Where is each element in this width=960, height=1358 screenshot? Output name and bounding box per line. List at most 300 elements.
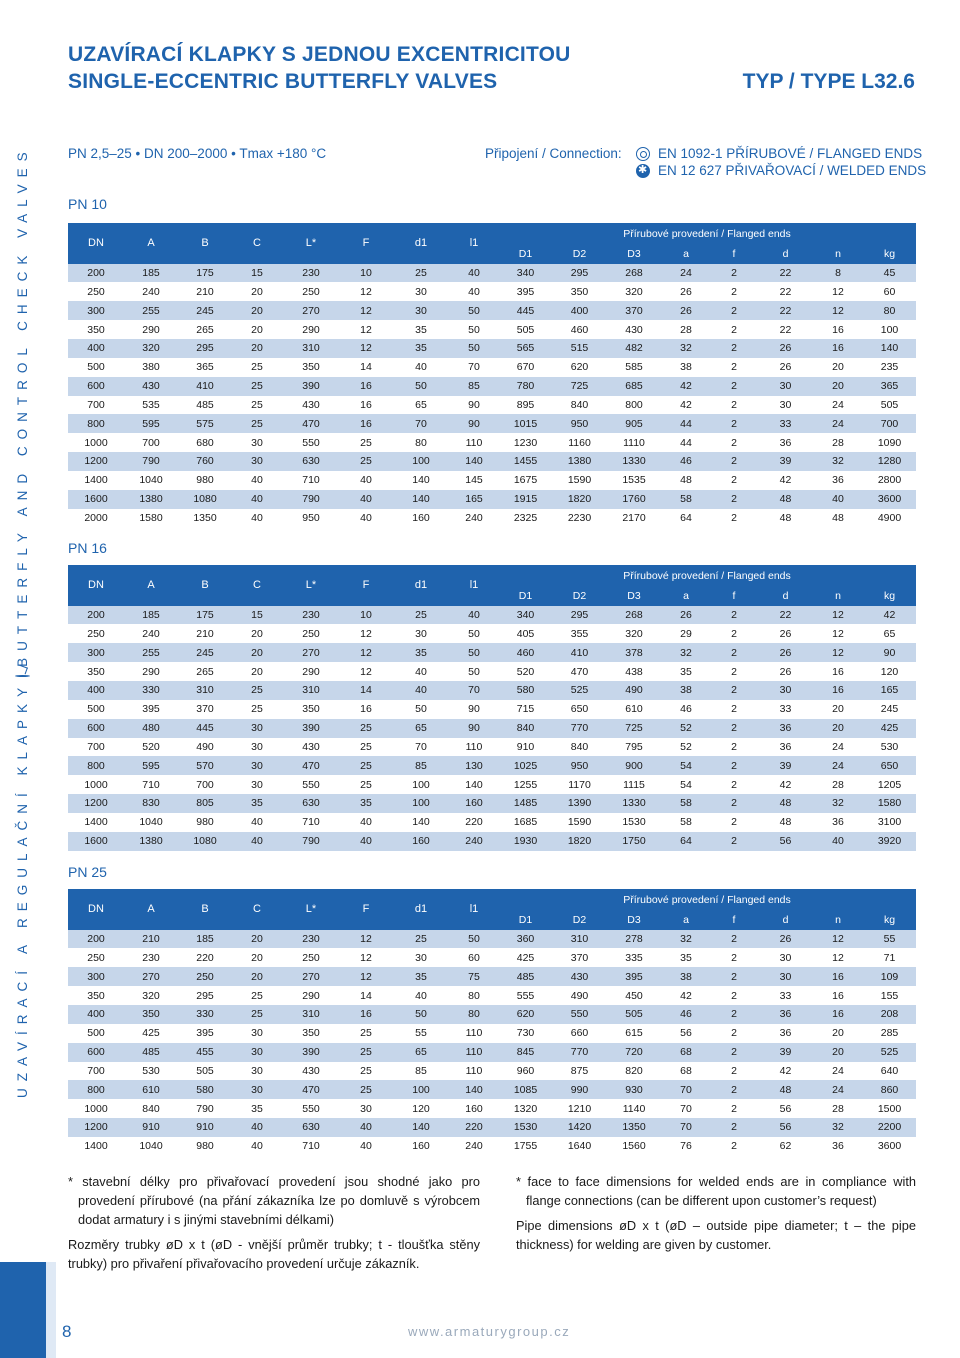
col-header-flanged-7: kg: [863, 587, 916, 606]
table-cell: 1400: [68, 1137, 124, 1156]
table-cell: 60: [863, 282, 916, 301]
table-cell: 1400: [68, 471, 124, 490]
table-cell: 1330: [606, 794, 662, 813]
table-cell: 38: [662, 681, 710, 700]
table-cell: 1200: [68, 1118, 124, 1137]
table-cell: 12: [340, 967, 392, 986]
table-cell: 14: [340, 986, 392, 1005]
table-cell: 210: [178, 282, 232, 301]
table-row: [68, 967, 916, 986]
table-cell: 1255: [498, 775, 553, 794]
table-cell: 25: [232, 986, 282, 1005]
table-cell: 575: [178, 414, 232, 433]
table-cell: 20: [232, 320, 282, 339]
table-cell: 160: [392, 509, 450, 528]
table-row: [68, 264, 916, 283]
table-cell: 490: [553, 986, 606, 1005]
pn10-label: PN 10: [68, 196, 107, 212]
table-cell: 15: [232, 264, 282, 283]
table-cell: 910: [124, 1118, 178, 1137]
table-cell: 250: [178, 967, 232, 986]
table-cell: 109: [863, 967, 916, 986]
table-cell: 160: [392, 832, 450, 851]
table-cell: 950: [553, 414, 606, 433]
table-cell: 50: [392, 1005, 450, 1024]
table-cell: 2: [710, 738, 758, 757]
table-cell: 795: [606, 738, 662, 757]
connection-label: Připojení / Connection:: [485, 146, 622, 161]
table-cell: 68: [662, 1043, 710, 1062]
table-cell: 550: [282, 433, 340, 452]
table-cell: 25: [340, 756, 392, 775]
table-cell: 22: [758, 606, 813, 625]
table-cell: 25: [340, 738, 392, 757]
table-cell: 2: [710, 700, 758, 719]
website-link[interactable]: www.armaturygroup.cz: [408, 1324, 571, 1339]
table-cell: 710: [282, 471, 340, 490]
table-cell: 40: [232, 471, 282, 490]
table-cell: 425: [498, 948, 553, 967]
col-header-d1: d1: [392, 223, 450, 264]
table-cell: 70: [662, 1118, 710, 1137]
type-label: TYP / TYPE L32.6: [742, 70, 915, 93]
table-cell: 2200: [863, 1118, 916, 1137]
table-cell: 76: [662, 1137, 710, 1156]
table-cell: 90: [450, 396, 498, 415]
table-cell: 2000: [68, 509, 124, 528]
table-cell: 980: [178, 1137, 232, 1156]
table-cell: 25: [232, 396, 282, 415]
col-header-f: F: [340, 889, 392, 930]
table-cell: 25: [340, 775, 392, 794]
table-cell: 720: [606, 1043, 662, 1062]
table-cell: 255: [124, 643, 178, 662]
table-cell: 26: [758, 643, 813, 662]
table-cell: 340: [498, 606, 553, 625]
table-cell: 410: [178, 377, 232, 396]
table-cell: 220: [178, 948, 232, 967]
table-cell: 840: [553, 396, 606, 415]
table-cell: 2: [710, 794, 758, 813]
table-cell: 40: [340, 813, 392, 832]
table-cell: 58: [662, 813, 710, 832]
table-cell: 2: [710, 1080, 758, 1099]
col-header-dn: DN: [68, 565, 124, 606]
table-cell: 2: [710, 1118, 758, 1137]
table-cell: 480: [124, 719, 178, 738]
table-cell: 1580: [124, 509, 178, 528]
table-cell: 980: [178, 813, 232, 832]
table-cell: 482: [606, 339, 662, 358]
table-row: [68, 1118, 916, 1137]
table-cell: 700: [124, 433, 178, 452]
table-cell: 39: [758, 1043, 813, 1062]
table-cell: 1205: [863, 775, 916, 794]
table-cell: 760: [178, 452, 232, 471]
table-cell: 790: [282, 490, 340, 509]
table-cell: 240: [450, 509, 498, 528]
table-cell: 1080: [178, 832, 232, 851]
table-cell: 725: [553, 377, 606, 396]
table-cell: 700: [68, 738, 124, 757]
table-cell: 1455: [498, 452, 553, 471]
table-cell: 600: [68, 377, 124, 396]
table-cell: 2: [710, 1062, 758, 1081]
table-cell: 36: [758, 433, 813, 452]
table-cell: 430: [282, 738, 340, 757]
col-header-flanged-6: n: [813, 245, 863, 264]
table-cell: 12: [340, 662, 392, 681]
table-cell: 405: [498, 624, 553, 643]
table-cell: 278: [606, 930, 662, 949]
table-cell: 430: [606, 320, 662, 339]
table-cell: 185: [124, 606, 178, 625]
table-cell: 25: [340, 1062, 392, 1081]
table-cell: 310: [282, 681, 340, 700]
table-cell: 65: [392, 396, 450, 415]
table-cell: 330: [124, 681, 178, 700]
table-cell: 12: [340, 624, 392, 643]
col-header-flanged-group: Přírubové provedení / Flanged ends: [498, 223, 916, 245]
table-cell: 26: [758, 930, 813, 949]
table-cell: 20: [813, 377, 863, 396]
table-cell: 48: [758, 813, 813, 832]
table-cell: 35: [340, 794, 392, 813]
table-cell: 580: [178, 1080, 232, 1099]
table-cell: 20: [232, 643, 282, 662]
table-cell: 26: [758, 339, 813, 358]
table-cell: 14: [340, 358, 392, 377]
col-header-flanged-7: kg: [863, 911, 916, 930]
col-header-dn: DN: [68, 223, 124, 264]
table-cell: 20: [232, 301, 282, 320]
table-cell: 620: [498, 1005, 553, 1024]
table-cell: 38: [662, 967, 710, 986]
table-row: [68, 643, 916, 662]
table-cell: 1530: [606, 813, 662, 832]
table-cell: 350: [282, 1024, 340, 1043]
table-cell: 16: [340, 377, 392, 396]
table-cell: 16: [813, 320, 863, 339]
col-header-flanged-0: D1: [498, 587, 553, 606]
table-cell: 50: [450, 643, 498, 662]
col-header-d1: d1: [392, 889, 450, 930]
table-cell: 840: [498, 719, 553, 738]
table-cell: 710: [282, 813, 340, 832]
table-cell: 22: [758, 320, 813, 339]
table-cell: 230: [282, 264, 340, 283]
table-cell: 2: [710, 948, 758, 967]
table-cell: 500: [68, 700, 124, 719]
table-cell: 70: [662, 1099, 710, 1118]
table-cell: 30: [758, 967, 813, 986]
table-cell: 680: [178, 433, 232, 452]
table-cell: 620: [553, 358, 606, 377]
table-cell: 56: [662, 1024, 710, 1043]
table-cell: 930: [606, 1080, 662, 1099]
table-cell: 16: [340, 414, 392, 433]
table-cell: 2: [710, 606, 758, 625]
table-cell: 22: [758, 264, 813, 283]
table-cell: 520: [498, 662, 553, 681]
table-cell: 20: [232, 339, 282, 358]
table-cell: 1330: [606, 452, 662, 471]
table-cell: 48: [758, 1080, 813, 1099]
table-cell: 85: [392, 1062, 450, 1081]
table-cell: 160: [392, 1137, 450, 1156]
table-cell: 2: [710, 1099, 758, 1118]
table-cell: 100: [392, 1080, 450, 1099]
table-cell: 140: [392, 490, 450, 509]
table-cell: 20: [813, 1024, 863, 1043]
table-cell: 24: [662, 264, 710, 283]
table-cell: 30: [758, 681, 813, 700]
table-cell: 30: [232, 433, 282, 452]
col-header-flanged-3: a: [662, 587, 710, 606]
table-cell: 12: [340, 282, 392, 301]
table-cell: 230: [282, 930, 340, 949]
table-cell: 25: [232, 377, 282, 396]
table-cell: 320: [606, 624, 662, 643]
table-cell: 2: [710, 433, 758, 452]
table-cell: 40: [450, 264, 498, 283]
table-cell: 50: [450, 624, 498, 643]
table-cell: 715: [498, 700, 553, 719]
table-row: [68, 681, 916, 700]
table-cell: 980: [178, 471, 232, 490]
table-cell: 895: [498, 396, 553, 415]
col-header-f: F: [340, 565, 392, 606]
table-cell: 4900: [863, 509, 916, 528]
table-cell: 1200: [68, 794, 124, 813]
table-cell: 700: [68, 1062, 124, 1081]
table-cell: 905: [606, 414, 662, 433]
table-row: [68, 320, 916, 339]
table-cell: 1000: [68, 1099, 124, 1118]
table-cell: 40: [232, 490, 282, 509]
table-cell: 25: [340, 452, 392, 471]
col-header-l1: l1: [450, 565, 498, 606]
table-cell: 28: [813, 1099, 863, 1118]
table-cell: 400: [68, 339, 124, 358]
pn10-table: [68, 223, 916, 527]
table-cell: 300: [68, 301, 124, 320]
col-header-c: C: [232, 223, 282, 264]
table-cell: 1580: [863, 794, 916, 813]
table-cell: 48: [758, 490, 813, 509]
table-cell: 35: [662, 948, 710, 967]
table-cell: 268: [606, 606, 662, 625]
table-cell: 80: [450, 986, 498, 1005]
table-cell: 265: [178, 320, 232, 339]
table-row: [68, 606, 916, 625]
table-cell: 3100: [863, 813, 916, 832]
table-cell: 670: [498, 358, 553, 377]
table-cell: 268: [606, 264, 662, 283]
table-cell: 485: [498, 967, 553, 986]
table-cell: 3600: [863, 490, 916, 509]
table-cell: 1530: [498, 1118, 553, 1137]
col-header-c: C: [232, 889, 282, 930]
table-cell: 110: [450, 433, 498, 452]
connection-flanged-text: EN 1092-1 PŘÍRUBOVÉ / FLANGED ENDS: [658, 146, 923, 161]
table-cell: 800: [68, 1080, 124, 1099]
table-cell: 42: [863, 606, 916, 625]
table-cell: 25: [340, 1043, 392, 1062]
table-cell: 80: [392, 433, 450, 452]
table-cell: 270: [282, 967, 340, 986]
table-cell: 26: [758, 358, 813, 377]
table-cell: 80: [450, 1005, 498, 1024]
table-cell: 425: [124, 1024, 178, 1043]
table-cell: 26: [662, 301, 710, 320]
table-cell: 16: [813, 986, 863, 1005]
table-cell: 1915: [498, 490, 553, 509]
table-cell: 285: [863, 1024, 916, 1043]
table-cell: 48: [758, 509, 813, 528]
table-cell: 35: [662, 662, 710, 681]
col-header-f: F: [340, 223, 392, 264]
table-cell: 1200: [68, 452, 124, 471]
table-cell: 1280: [863, 452, 916, 471]
table-cell: 40: [392, 662, 450, 681]
table-cell: 2: [710, 662, 758, 681]
table-cell: 32: [662, 643, 710, 662]
table-cell: 140: [450, 775, 498, 794]
table-row: [68, 700, 916, 719]
table-cell: 40: [392, 986, 450, 1005]
table-cell: 1420: [553, 1118, 606, 1137]
table-cell: 290: [282, 986, 340, 1005]
table-cell: 1320: [498, 1099, 553, 1118]
table-cell: 25: [340, 433, 392, 452]
table-cell: 175: [178, 606, 232, 625]
table-cell: 800: [68, 756, 124, 775]
table-cell: 790: [178, 1099, 232, 1118]
table-cell: 270: [282, 301, 340, 320]
col-header-flanged-group: Přírubové provedení / Flanged ends: [498, 889, 916, 911]
table-cell: 22: [758, 301, 813, 320]
col-header-flanged-0: D1: [498, 245, 553, 264]
sidebar-text-right: BUTTERFLY AND CONTROL CHECK VALVES: [14, 145, 30, 667]
table-cell: 3920: [863, 832, 916, 851]
table-cell: 12: [813, 948, 863, 967]
table-cell: 20: [232, 967, 282, 986]
col-header-a: A: [124, 223, 178, 264]
table-cell: 36: [813, 471, 863, 490]
table-cell: 33: [758, 986, 813, 1005]
table-cell: 48: [662, 471, 710, 490]
table-cell: 70: [392, 738, 450, 757]
table-cell: 650: [863, 756, 916, 775]
table-cell: 40: [232, 832, 282, 851]
table-cell: 90: [863, 643, 916, 662]
table-cell: 730: [498, 1024, 553, 1043]
col-header-flanged-2: D3: [606, 245, 662, 264]
table-cell: 35: [392, 320, 450, 339]
table-cell: 16: [340, 700, 392, 719]
table-cell: 910: [498, 738, 553, 757]
table-cell: 2: [710, 775, 758, 794]
table-cell: 2325: [498, 509, 553, 528]
sidebar-accent-light: [46, 1262, 56, 1358]
table-cell: 370: [553, 948, 606, 967]
table-cell: 1600: [68, 832, 124, 851]
table-cell: 770: [553, 719, 606, 738]
table-cell: 90: [450, 719, 498, 738]
table-cell: 1015: [498, 414, 553, 433]
table-cell: 585: [606, 358, 662, 377]
table-cell: 12: [813, 624, 863, 643]
table-cell: 240: [450, 1137, 498, 1156]
table-cell: 22: [758, 282, 813, 301]
table-row: [68, 433, 916, 452]
table-cell: 30: [758, 396, 813, 415]
table-cell: 175: [178, 264, 232, 283]
table-cell: 40: [340, 490, 392, 509]
table-cell: 58: [662, 490, 710, 509]
table-cell: 185: [178, 930, 232, 949]
table-cell: 355: [553, 624, 606, 643]
table-cell: 40: [450, 606, 498, 625]
title-cz: UZAVÍRACÍ KLAPKY S JEDNOU EXCENTRICITOU: [68, 43, 571, 66]
table-cell: 790: [282, 832, 340, 851]
table-cell: 1210: [553, 1099, 606, 1118]
table-cell: 25: [392, 264, 450, 283]
table-cell: 25: [232, 1005, 282, 1024]
table-cell: 35: [392, 967, 450, 986]
table-cell: 1080: [178, 490, 232, 509]
table-row: [68, 662, 916, 681]
table-cell: 85: [450, 377, 498, 396]
table-cell: 390: [282, 719, 340, 738]
table-cell: 295: [553, 264, 606, 283]
table-cell: 100: [863, 320, 916, 339]
table-cell: 100: [392, 775, 450, 794]
table-cell: 245: [178, 643, 232, 662]
table-cell: 300: [68, 643, 124, 662]
table-row: [68, 377, 916, 396]
col-header-flanged-0: D1: [498, 911, 553, 930]
table-cell: 2: [710, 624, 758, 643]
col-header-flanged-4: f: [710, 245, 758, 264]
table-row: [68, 1080, 916, 1099]
table-cell: 295: [178, 986, 232, 1005]
sidebar-accent-block: [0, 1262, 46, 1358]
table-cell: 2230: [553, 509, 606, 528]
table-cell: 26: [758, 662, 813, 681]
table-cell: 35: [232, 794, 282, 813]
table-cell: 50: [450, 662, 498, 681]
table-cell: 255: [124, 301, 178, 320]
table-row: [68, 509, 916, 528]
col-header-flanged-1: D2: [553, 911, 606, 930]
table-cell: 30: [392, 282, 450, 301]
table-cell: 615: [606, 1024, 662, 1043]
table-row: [68, 794, 916, 813]
table-cell: 910: [178, 1118, 232, 1137]
col-header-flanged-group: Přírubové provedení / Flanged ends: [498, 565, 916, 587]
table-cell: 40: [340, 509, 392, 528]
table-row: [68, 1005, 916, 1024]
table-cell: 2: [710, 264, 758, 283]
table-cell: 20: [232, 662, 282, 681]
table-cell: 395: [498, 282, 553, 301]
table-cell: 16: [340, 1005, 392, 1024]
table-cell: 2: [710, 643, 758, 662]
table-cell: 46: [662, 452, 710, 471]
table-cell: 1390: [553, 794, 606, 813]
